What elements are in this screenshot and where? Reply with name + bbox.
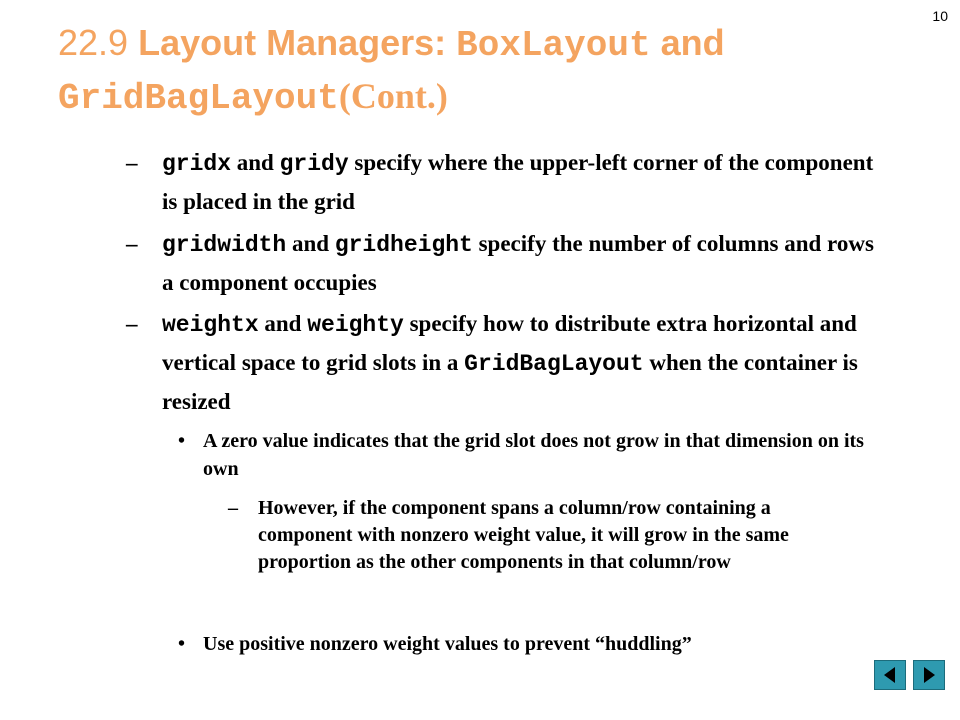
dash-item-text [162, 225, 882, 302]
dash-marker: – [126, 311, 138, 336]
dash-item-text [162, 144, 882, 221]
title-cont: (Cont.) [338, 76, 448, 116]
code-gridwidth: gridwidth [162, 232, 287, 258]
code-gridy: gridy [279, 151, 349, 177]
right-triangle-icon [914, 661, 944, 689]
text-rest-1: specify how to distribute extra horizontal and vertical space to grid slots in a [162, 311, 857, 375]
text-rest: specify where the upper-left corner of the component is placed in the grid [162, 150, 874, 214]
sub-dash-text: However, if the component spans a column/row containing a component with nonzero weight value, it will grow in the same proportion as the other components in that column/row [258, 497, 789, 573]
text-rest-2: when the container is resized [162, 350, 858, 414]
text-and: and [231, 150, 280, 175]
dash-item-text [162, 305, 882, 421]
next-slide-button[interactable] [913, 660, 945, 690]
code-weighty: weighty [307, 312, 404, 338]
text-and: and [258, 311, 308, 336]
text-and: and [286, 231, 335, 256]
title-code-boxlayout: BoxLayout [456, 25, 651, 66]
bullet-text: Use positive nonzero weight values to prevent “huddling” [203, 633, 692, 655]
bullet-marker: • [178, 430, 186, 452]
dash-marker: – [126, 150, 138, 175]
bullet-marker: • [178, 633, 186, 655]
slide-title [58, 18, 918, 124]
slide-number: 10 [932, 8, 948, 24]
text-rest: specify the number of columns and rows a component occupies [162, 231, 874, 295]
code-gridheight: gridheight [334, 232, 473, 258]
left-triangle-icon [875, 661, 905, 689]
code-gridbaglayout: GridBagLayout [464, 351, 644, 377]
title-section-number: 22.9 [58, 22, 139, 63]
title-text-2: and [650, 22, 725, 63]
code-gridx: gridx [162, 151, 232, 177]
code-weightx: weightx [162, 312, 259, 338]
title-text-1: Layout Managers: [138, 22, 457, 63]
bullet-text: A zero value indicates that the grid slot does not grow in that dimension on its own [203, 430, 864, 480]
previous-slide-button[interactable] [874, 660, 906, 690]
dash-marker: – [126, 231, 138, 256]
title-code-gridbaglayout: GridBagLayout [58, 78, 339, 119]
sub-dash-marker: – [228, 497, 238, 519]
